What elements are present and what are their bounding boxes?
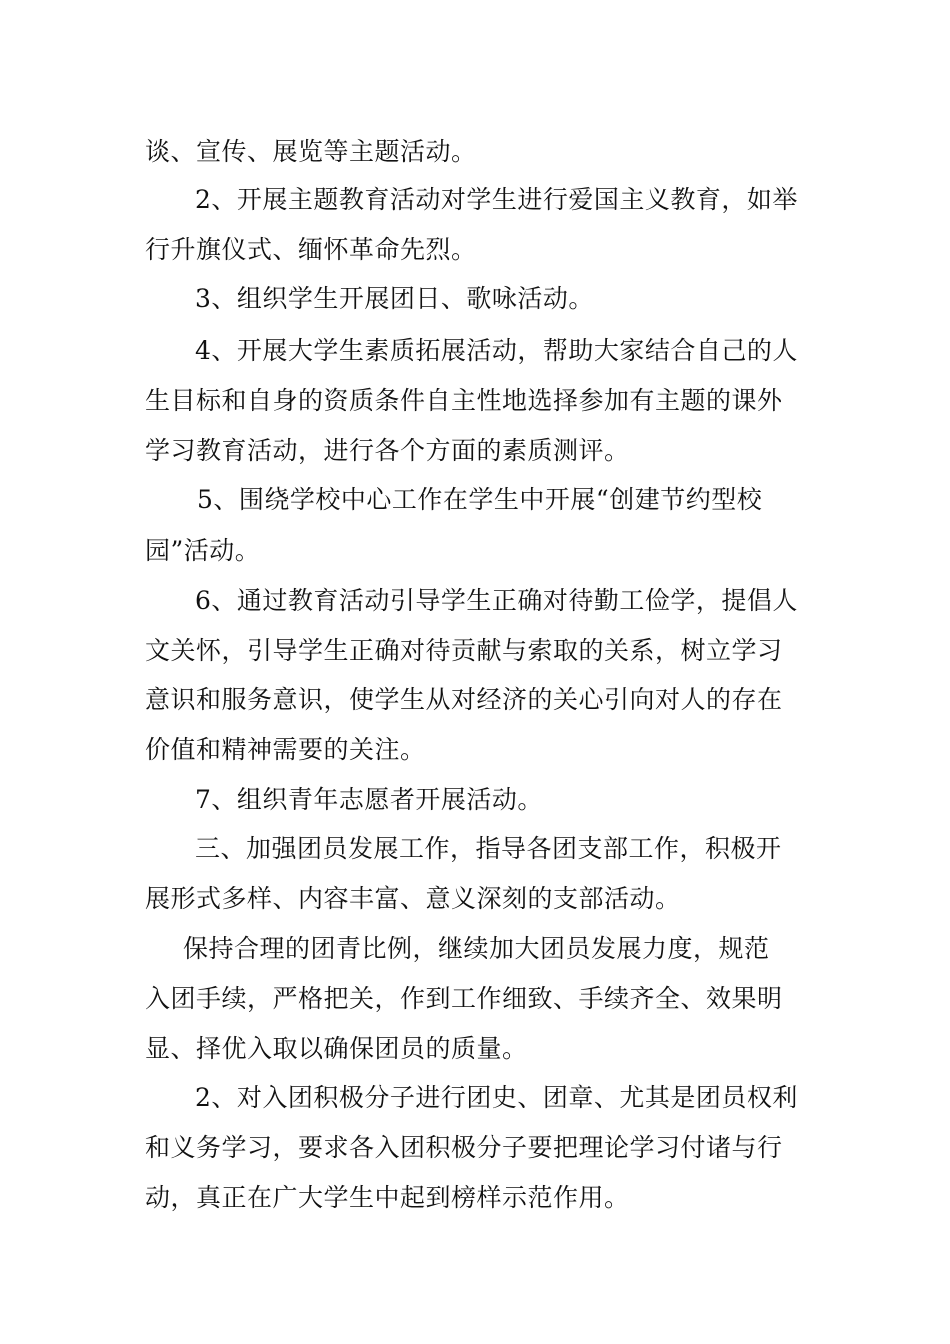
text-line: 动，真正在广大学生中起到榜样示范作用。 bbox=[145, 1183, 630, 1212]
text-line: 5、围绕学校中心工作在学生中开展“创建节约型校 bbox=[197, 485, 763, 514]
text-line: 三、加强团员发展工作，指导各团支部工作，积极开 bbox=[195, 834, 782, 863]
text-line: 3、组织学生开展团日、歌咏活动。 bbox=[195, 284, 594, 313]
text-line: 保持合理的团青比例，继续加大团员发展力度，规范 bbox=[183, 934, 770, 963]
text-line: 入团手续，严格把关，作到工作细致、手续齐全、效果明 bbox=[145, 984, 783, 1013]
text-line: 2、开展主题教育活动对学生进行爱国主义教育，如举 bbox=[195, 185, 798, 214]
text-line: 谈、宣传、展览等主题活动。 bbox=[145, 137, 477, 166]
text-line: 意识和服务意识，使学生从对经济的关心引向对人的存在 bbox=[145, 685, 783, 714]
text-line: 行升旗仪式、缅怀革命先烈。 bbox=[145, 235, 477, 264]
text-line: 和义务学习，要求各入团积极分子要把理论学习付诸与行 bbox=[145, 1133, 783, 1162]
text-line: 价值和精神需要的关注。 bbox=[145, 735, 426, 764]
text-line: 4、开展大学生素质拓展活动，帮助大家结合自己的人 bbox=[195, 336, 798, 365]
text-line: 6、通过教育活动引导学生正确对待勤工俭学，提倡人 bbox=[195, 586, 798, 615]
text-line: 显、择优入取以确保团员的质量。 bbox=[145, 1034, 528, 1063]
text-line: 7、组织青年志愿者开展活动。 bbox=[195, 785, 543, 814]
text-line: 展形式多样、内容丰富、意义深刻的支部活动。 bbox=[145, 884, 681, 913]
text-line: 文关怀，引导学生正确对待贡献与索取的关系，树立学习 bbox=[145, 636, 783, 665]
text-line: 生目标和自身的资质条件自主性地选择参加有主题的课外 bbox=[145, 386, 783, 415]
text-line: 学习教育活动，进行各个方面的素质测评。 bbox=[145, 436, 630, 465]
text-line: 园”活动。 bbox=[145, 536, 261, 565]
text-line: 2、对入团积极分子进行团史、团章、尤其是团员权利 bbox=[195, 1083, 798, 1112]
